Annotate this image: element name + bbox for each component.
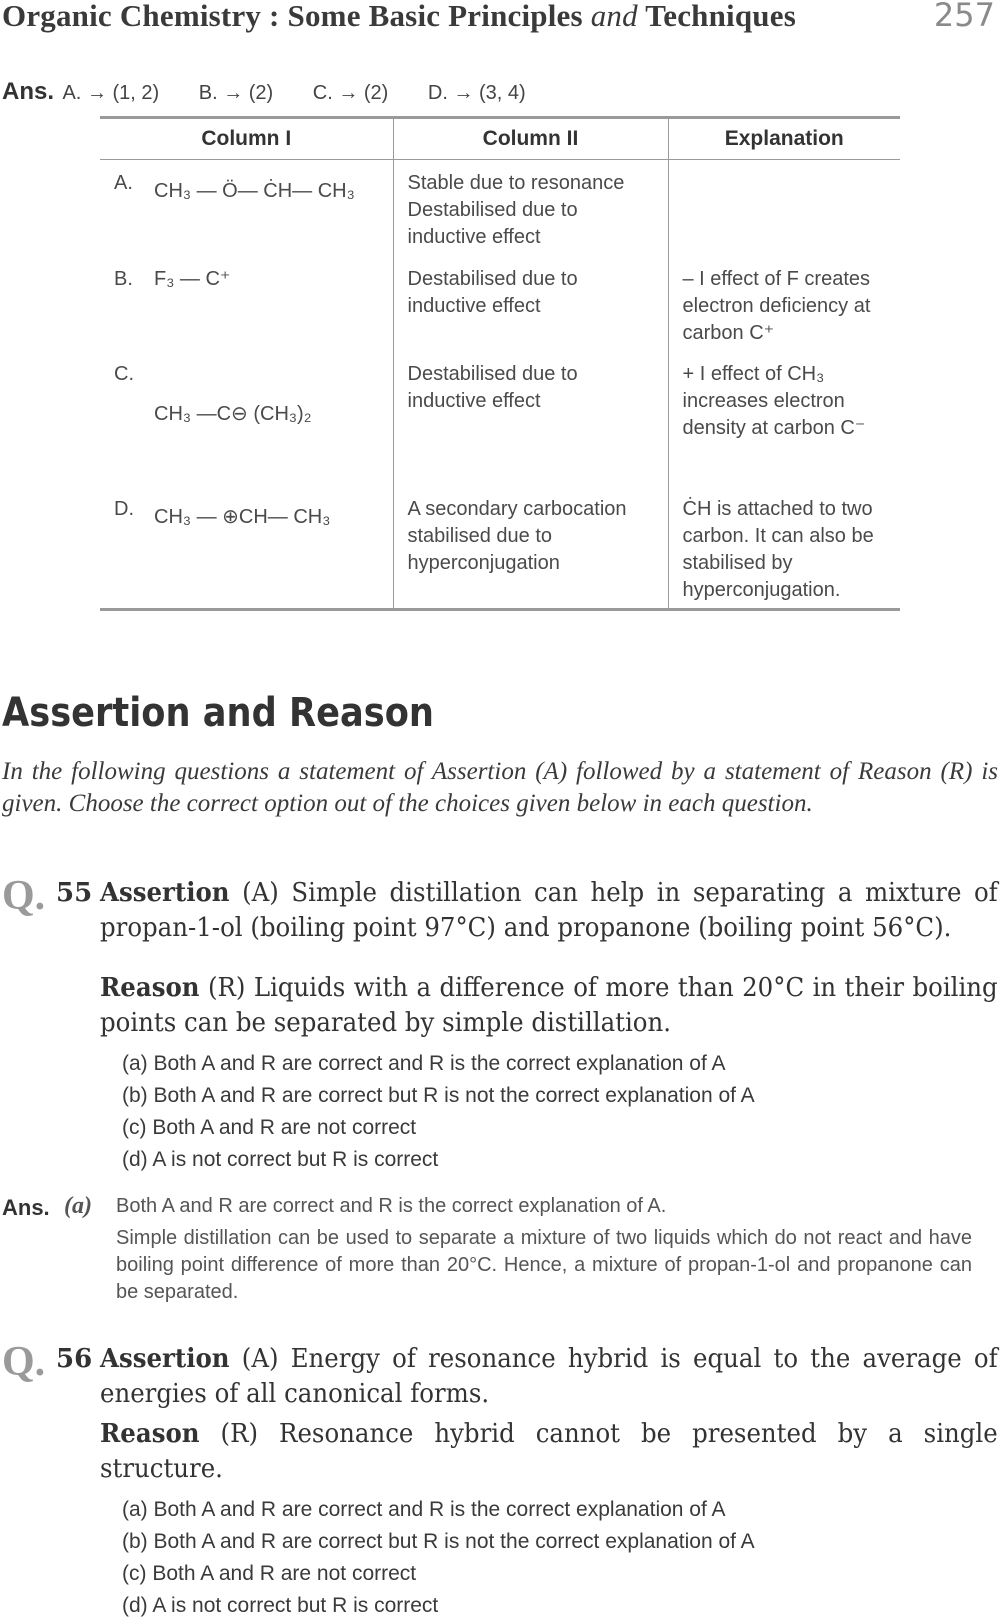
reason: Reason (R) Resonance hybrid cannot be presented by a single structure. bbox=[100, 1419, 998, 1484]
answer-explanation: Simple distillation can be used to separate a mixture of two liquids which do not react and have boiling point difference of more than 20°C. Hence, a mixture of propan-1-ol and propanone can be separated. bbox=[116, 1227, 972, 1303]
row-label: B. bbox=[114, 267, 133, 290]
explanation-cell: – I effect of F creates electron deficiency at carbon C⁺ bbox=[682, 267, 871, 344]
option-b: (b) Both A and R are correct but R is not the correct explanation of A bbox=[122, 1084, 755, 1107]
formula: CH₃ — ⊕CH— CH₃ bbox=[154, 505, 331, 528]
formula: CH₃ — Ö— ĊH— CH₃ bbox=[154, 180, 355, 202]
page-header bbox=[2, 0, 997, 36]
row-label: A. bbox=[114, 172, 133, 194]
header-column-1: Column I bbox=[100, 118, 393, 160]
section-heading: Assertion and Reason bbox=[2, 690, 434, 736]
option-b: (b) Both A and R are correct but R is not the correct explanation of A bbox=[122, 1530, 755, 1553]
row-label: D. bbox=[114, 497, 134, 520]
options-list bbox=[122, 1494, 755, 1620]
header-column-2: Column II bbox=[393, 118, 668, 160]
formula: F₃ — C⁺ bbox=[154, 267, 231, 290]
table-row bbox=[100, 486, 900, 610]
row-label: C. bbox=[114, 362, 134, 385]
column-2-cell: A secondary carbocation stabilised due to hyperconjugation bbox=[393, 486, 668, 610]
assertion: Assertion (A) Energy of resonance hybrid is equal to the average of energies of all canonical forms. bbox=[100, 1344, 998, 1409]
page-number: 257 bbox=[933, 0, 995, 34]
answer-item: A. → (1, 2) bbox=[62, 82, 160, 104]
reason-label: Reason bbox=[100, 1419, 200, 1449]
option-d: (d) A is not correct but R is correct bbox=[122, 1148, 439, 1171]
answer-key: (a) bbox=[64, 1193, 92, 1219]
column-2-cell: Destabilised due to inductive effect bbox=[393, 351, 668, 486]
assertion-label: Assertion bbox=[100, 878, 230, 908]
options-list bbox=[122, 1048, 755, 1176]
option-c: (c) Both A and R are not correct bbox=[122, 1562, 417, 1585]
question-number: 55 bbox=[56, 878, 93, 908]
explanation-cell bbox=[668, 160, 900, 256]
section-intro: In the following questions a statement of Assertion (A) followed by a statement of Reason (R) is given. Choose the correct option out of the choices given below in each question. bbox=[2, 758, 998, 817]
header-explanation: Explanation bbox=[668, 118, 900, 160]
explanation-cell: + I effect of CH₃ increases electron density at carbon C⁻ bbox=[682, 362, 866, 439]
assertion-label: Assertion bbox=[100, 1344, 230, 1374]
explanation-cell: ĊH is attached to two carbon. It can also be stabilised by hyperconjugation. bbox=[668, 486, 900, 610]
question-mark-label: Q. bbox=[2, 873, 46, 919]
option-c: (c) Both A and R are not correct bbox=[122, 1116, 417, 1139]
answer-54-line bbox=[2, 78, 560, 106]
column-2-cell: Destabilised due to inductive effect bbox=[393, 256, 668, 351]
reason: Reason (R) Liquids with a difference of more than 20°C in their boiling points can be separated by simple distillation. bbox=[100, 973, 998, 1038]
formula: CH₃ —C⊖ (CH₃)₂ bbox=[154, 402, 312, 425]
table-row bbox=[100, 160, 900, 256]
answer-item: D. → (3, 4) bbox=[427, 82, 526, 104]
table-row bbox=[100, 351, 900, 486]
assertion: Assertion (A) Simple distillation can help in separating a mixture of propan-1-ol (boiling point 97°C) and propanone (boiling point 56°C). bbox=[100, 878, 998, 943]
chapter-title: Organic Chemistry : Some Basic Principles and Techniques bbox=[2, 0, 796, 33]
column-2-cell: Stable due to resonance Destabilised due to inductive effect bbox=[393, 160, 668, 256]
table-row bbox=[100, 256, 900, 351]
answer-item: B. → (2) bbox=[198, 82, 274, 104]
question-number: 56 bbox=[56, 1344, 93, 1374]
option-a: (a) Both A and R are correct and R is the correct explanation of A bbox=[122, 1052, 726, 1075]
reason-label: Reason bbox=[100, 973, 200, 1003]
answer-item: C. → (2) bbox=[312, 82, 389, 104]
answer-text: Both A and R are correct and R is the correct explanation of A. bbox=[116, 1195, 667, 1217]
option-d: (d) A is not correct but R is correct bbox=[122, 1594, 439, 1617]
question-mark-label: Q. bbox=[2, 1339, 46, 1385]
answer-label: Ans. bbox=[2, 78, 55, 105]
option-a: (a) Both A and R are correct and R is the correct explanation of A bbox=[122, 1498, 726, 1521]
match-table bbox=[100, 116, 900, 611]
answer-label: Ans. bbox=[2, 1195, 50, 1220]
